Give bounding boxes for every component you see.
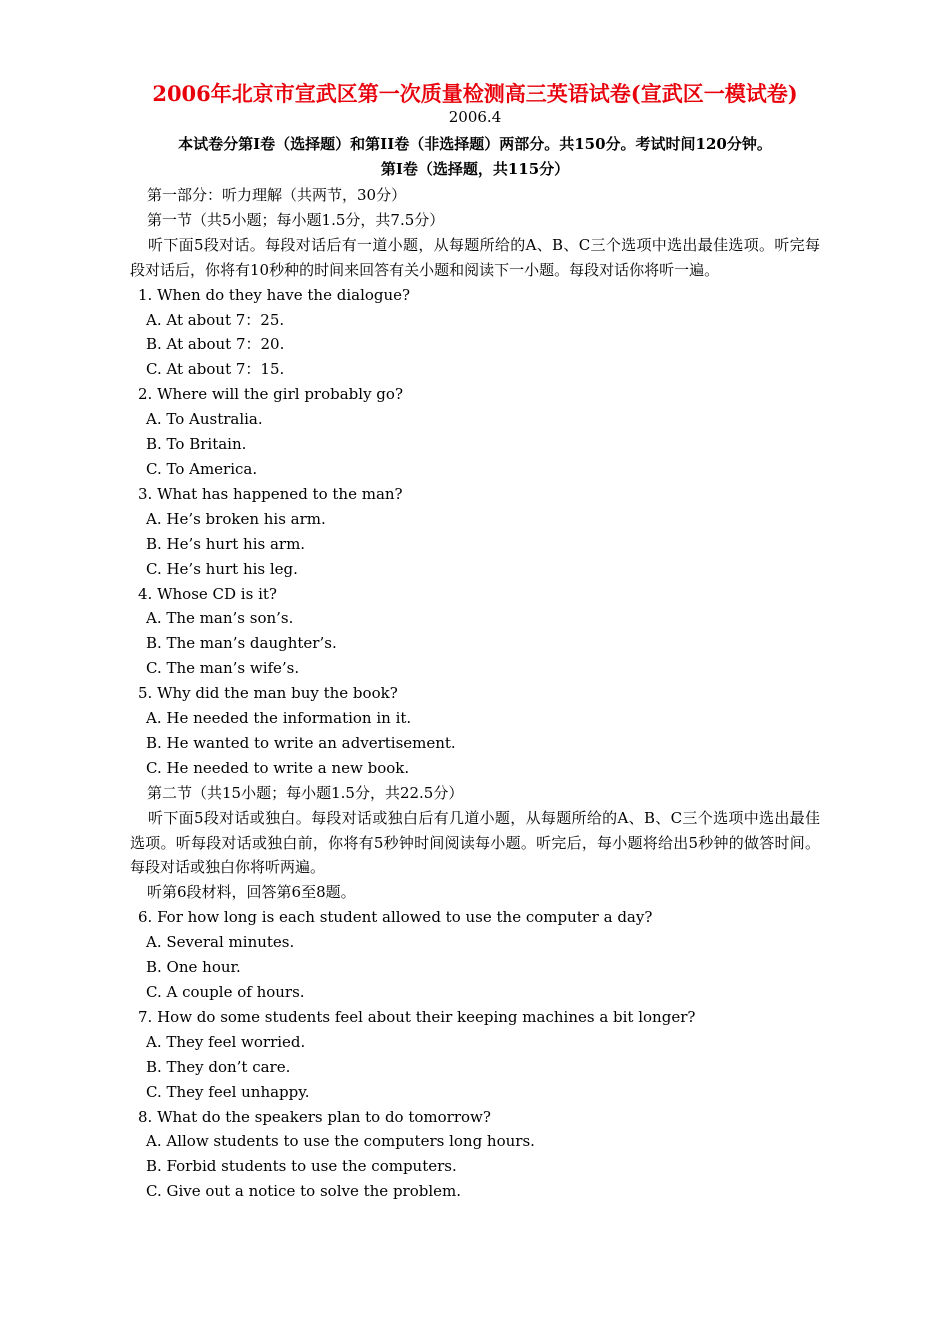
answer-option: A. They feel worried. <box>146 1032 306 1051</box>
question-text: 3. What has happened to the man? <box>138 484 403 503</box>
exam-title: 2006年北京市宣武区第一次质量检测高三英语试卷(宣武区一模试卷) <box>152 81 798 106</box>
answer-option: A. The man’s son’s. <box>146 609 294 628</box>
answer-option: B. At about 7：20. <box>146 335 285 354</box>
answer-option: A. He needed the information in it. <box>146 709 412 728</box>
answer-option: C. To America. <box>146 459 258 478</box>
answer-option: A. Allow students to use the computers long hours. <box>146 1132 535 1151</box>
question-text: 6. For how long is each student allowed to use the computer a day? <box>138 908 653 927</box>
answer-option: B. To Britain. <box>146 435 247 454</box>
answer-option: B. The man’s daughter’s. <box>146 634 337 653</box>
answer-option: C. He needed to write a new book. <box>146 758 410 777</box>
section2-heading: 第二节（共15小题；每小题1.5分，共22.5分） <box>147 783 464 802</box>
answer-option: A. Several minutes. <box>146 933 295 952</box>
answer-option: B. One hour. <box>146 958 241 977</box>
section1-instructions: 听下面5段对话。每段对话后有一道小题，从每题所给的A、B、C三个选项中选出最佳选项。听完每段对话后，你将有10秒种的时间来回答有关小题和阅读下一小题。每段对话你将听一遍。 <box>130 235 820 279</box>
section1-heading: 第一节（共5小题；每小题1.5分，共7.5分） <box>147 210 445 229</box>
question-text: 5. Why did the man buy the book? <box>138 684 398 703</box>
answer-option: C. He’s hurt his leg. <box>146 559 298 578</box>
answer-option: C. They feel unhappy. <box>146 1082 310 1101</box>
volume-1-heading: 第Ⅰ卷（选择题，共115分） <box>380 160 570 178</box>
section2-instructions: 听下面5段对话或独白。每段对话或独白后有几道小题，从每题所给的A、B、C三个选项中选出最佳选项。听每段对话或独白前，你将有5秒钟时间阅读每小题。听完后，每小题将给出5秒钟的做答时间。每段对话或独白你将听两遍。 <box>130 808 820 877</box>
answer-option: B. Forbid students to use the computers. <box>146 1157 457 1176</box>
section1-questions <box>130 283 820 781</box>
question-text: 1. When do they have the dialogue? <box>138 285 411 304</box>
part1-heading: 第一部分：听力理解（共两节，30分） <box>147 186 407 204</box>
exam-intro: 本试卷分第Ⅰ卷（选择题）和第II卷（非选择题）两部分。共150分。考试时间120分钟。 <box>178 135 772 153</box>
answer-option: A. To Australia. <box>146 410 263 429</box>
exam-date: 2006.4 <box>448 108 502 126</box>
question-text: 2. Where will the girl probably go? <box>138 385 403 404</box>
answer-option: B. He wanted to write an advertisement. <box>146 733 456 752</box>
section2-questions <box>130 905 820 1204</box>
question-text: 7. How do some students feel about their keeping machines a bit longer? <box>138 1007 696 1026</box>
answer-option: B. They don’t care. <box>146 1057 291 1076</box>
answer-option: C. A couple of hours. <box>146 983 305 1001</box>
answer-option: C. Give out a notice to solve the problem. <box>146 1182 462 1201</box>
exam-body <box>130 183 820 1204</box>
question-text: 4. Whose CD is it? <box>138 584 277 603</box>
answer-option: A. He’s broken his arm. <box>146 509 326 528</box>
answer-option: C. At about 7：15. <box>146 360 285 379</box>
answer-option: B. He’s hurt his arm. <box>146 534 306 553</box>
material-note: 听第6段材料，回答第6至8题。 <box>147 883 356 902</box>
question-text: 8. What do the speakers plan to do tomorrow? <box>138 1107 491 1126</box>
answer-option: C. The man’s wife’s. <box>146 659 300 678</box>
answer-option: A. At about 7：25. <box>146 310 285 329</box>
